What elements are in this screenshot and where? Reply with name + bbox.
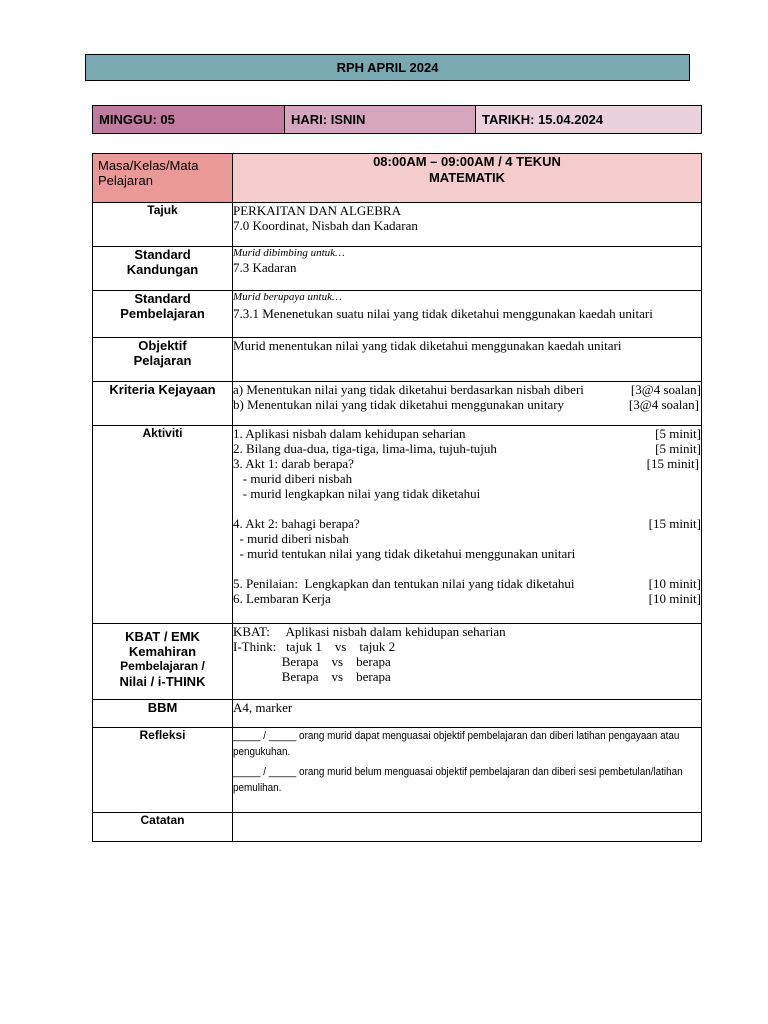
sp-label-1: Standard bbox=[134, 291, 191, 306]
bbm-row bbox=[93, 700, 702, 728]
kriteria-note: [3@4 soalan] bbox=[630, 382, 701, 397]
sp-text: 7.3.1 Menenetukan suatu nilai yang tidak diketahui menggunakan kaedah unitari bbox=[233, 306, 653, 321]
tarikh-cell: TARIKH: 15.04.2024 bbox=[476, 106, 701, 133]
sp-intro: Murid berupaya untuk… bbox=[233, 291, 342, 303]
refleksi-p1: _____ / _____ orang murid dapat menguasai objektif pembelajaran dan diberi latihan pengayaan atau pengukuhan. bbox=[233, 730, 680, 758]
kriteria-row bbox=[93, 382, 702, 426]
objektif-label-2: Pelajaran bbox=[133, 353, 192, 368]
info-row bbox=[92, 105, 702, 134]
kbat-label-2: Kemahiran bbox=[128, 644, 197, 659]
kbat-line2: I-Think: tajuk 1 vs tajuk 2 bbox=[233, 639, 396, 654]
sk-intro: Murid dibimbing untuk… bbox=[233, 247, 345, 259]
aktiviti-text: 1. Aplikasi nisbah dalam kehidupan seharian bbox=[233, 426, 466, 441]
time-class: 08:00AM – 09:00AM / 4 TEKUN bbox=[373, 154, 561, 169]
aktiviti-4-sub1: - murid diberi nisbah bbox=[233, 531, 349, 546]
header-label: Masa/Kelas/Mata Pelajaran bbox=[93, 154, 233, 203]
aktiviti-3-sub1: - murid diberi nisbah bbox=[233, 471, 353, 486]
refleksi-row bbox=[93, 728, 702, 813]
kbat-label-4: Nilai / i-THINK bbox=[119, 674, 206, 689]
sk-label-1: Standard bbox=[134, 247, 191, 262]
aktiviti-content bbox=[233, 426, 702, 624]
kriteria-note: [3@4 soalan] bbox=[628, 397, 699, 412]
kriteria-text: a) Menentukan nilai yang tidak diketahui berdasarkan nisbah diberi bbox=[233, 382, 584, 397]
bbm-content: A4, marker bbox=[233, 700, 702, 728]
catatan-content bbox=[233, 813, 702, 842]
tajuk-content bbox=[233, 203, 702, 247]
sp-row bbox=[93, 291, 702, 338]
sk-content bbox=[233, 247, 702, 291]
aktiviti-4 bbox=[233, 516, 701, 531]
aktiviti-time: [10 minit] bbox=[648, 591, 701, 606]
kbat-label-1: KBAT / EMK bbox=[125, 629, 200, 644]
kbat-label-3: Pembelajaran / bbox=[120, 659, 205, 673]
kbat-label bbox=[93, 624, 233, 700]
aktiviti-time: [15 minit] bbox=[646, 456, 699, 471]
objektif-row bbox=[93, 338, 702, 382]
spacer bbox=[233, 561, 701, 576]
page-title: RPH APRIL 2024 bbox=[85, 54, 690, 81]
sp-label-2: Pembelajaran bbox=[120, 306, 205, 321]
kriteria-text: b) Menentukan nilai yang tidak diketahui menggunakan unitary bbox=[233, 397, 565, 412]
sk-label bbox=[93, 247, 233, 291]
bbm-label: BBM bbox=[93, 700, 233, 728]
kriteria-label: Kriteria Kejayaan bbox=[93, 382, 233, 426]
kriteria-item bbox=[233, 397, 701, 412]
header-content bbox=[233, 154, 702, 203]
kbat-line1: KBAT: Aplikasi nisbah dalam kehidupan seharian bbox=[233, 624, 506, 639]
objektif-label-1: Objektif bbox=[138, 338, 187, 353]
sp-label bbox=[93, 291, 233, 338]
kbat-content bbox=[233, 624, 702, 700]
aktiviti-text: 4. Akt 2: bahagi berapa? bbox=[233, 516, 360, 531]
aktiviti-4-sub2: - murid tentukan nilai yang tidak diketahui menggunakan unitari bbox=[233, 546, 576, 561]
kbat-row bbox=[93, 624, 702, 700]
tajuk-label: Tajuk bbox=[93, 203, 233, 247]
hari-cell: HARI: ISNIN bbox=[285, 106, 476, 133]
aktiviti-row bbox=[93, 426, 702, 624]
minggu-cell: MINGGU: 05 bbox=[93, 106, 285, 133]
tajuk-row bbox=[93, 203, 702, 247]
catatan-label: Catatan bbox=[93, 813, 233, 842]
sk-row bbox=[93, 247, 702, 291]
refleksi-p2: _____ / _____ orang murid belum menguasai objektif pembelajaran dan diberi sesi pembetulan/latihan pemulihan. bbox=[233, 766, 683, 794]
sk-label-2: Kandungan bbox=[126, 262, 199, 277]
aktiviti-text: 6. Lembaran Kerja bbox=[233, 591, 331, 606]
refleksi-content bbox=[233, 728, 702, 813]
kbat-line4: Berapa vs berapa bbox=[233, 669, 391, 684]
aktiviti-2 bbox=[233, 441, 701, 456]
aktiviti-text: 2. Bilang dua-dua, tiga-tiga, lima-lima, tujuh-tujuh bbox=[233, 441, 497, 456]
kbat-line3: Berapa vs berapa bbox=[233, 654, 391, 669]
kriteria-content bbox=[233, 382, 702, 426]
aktiviti-time: [10 minit] bbox=[648, 576, 701, 591]
catatan-row bbox=[93, 813, 702, 842]
aktiviti-3-sub2: - murid lengkapkan nilai yang tidak diketahui bbox=[233, 486, 481, 501]
tajuk-line2: 7.0 Koordinat, Nisbah dan Kadaran bbox=[233, 218, 418, 233]
aktiviti-label: Aktiviti bbox=[93, 426, 233, 624]
objektif-content: Murid menentukan nilai yang tidak diketahui menggunakan kaedah unitari bbox=[233, 338, 702, 382]
aktiviti-5 bbox=[233, 576, 701, 591]
kriteria-item bbox=[233, 382, 701, 397]
aktiviti-time: [5 minit] bbox=[655, 426, 701, 441]
sp-content bbox=[233, 291, 702, 338]
refleksi-text bbox=[233, 728, 699, 796]
aktiviti-3 bbox=[233, 456, 701, 471]
tajuk-line1: PERKAITAN DAN ALGEBRA bbox=[233, 203, 401, 218]
aktiviti-6 bbox=[233, 591, 701, 606]
aktiviti-1 bbox=[233, 426, 701, 441]
aktiviti-text: 3. Akt 1: darab berapa? bbox=[233, 456, 354, 471]
spacer bbox=[233, 501, 701, 516]
refleksi-label: Refleksi bbox=[93, 728, 233, 813]
aktiviti-text: 5. Penilaian: Lengkapkan dan tentukan nilai yang tidak diketahui bbox=[233, 576, 575, 591]
subject: MATEMATIK bbox=[428, 170, 506, 185]
header-row bbox=[93, 154, 702, 203]
aktiviti-time: [15 minit] bbox=[648, 516, 701, 531]
sk-text: 7.3 Kadaran bbox=[233, 260, 297, 275]
objektif-label bbox=[93, 338, 233, 382]
lesson-plan-table bbox=[92, 153, 702, 842]
aktiviti-time: [5 minit] bbox=[655, 441, 701, 456]
